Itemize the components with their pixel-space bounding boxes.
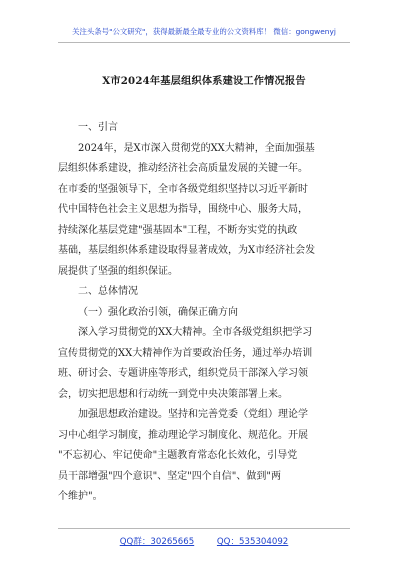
body-line: 加强思想政治建设。坚持和完善党委（党组）理论学 xyxy=(78,409,308,420)
body-line: 宣传贯彻党的XX大精神作为首要政治任务，通过举办培训 xyxy=(58,347,313,359)
header-divider xyxy=(58,42,350,43)
body-line: 层组织体系建设，推动经济社会高质量发展的关键一年。 xyxy=(58,163,308,174)
document-title: X市2024年基层组织体系建设工作情况报告 xyxy=(102,75,306,87)
footer-qq-group[interactable]: QQ群：30265665 xyxy=(119,537,195,547)
body-line: 员干部增强"四个意识"、坚定"四个自信"、做到"两 xyxy=(58,470,281,482)
body-line: 基础，基层组织体系建设取得显著成效，为X市经济社会发 xyxy=(58,245,316,256)
footer-divider xyxy=(58,528,350,529)
subsection-heading: （一）强化政治引领，确保正确方向 xyxy=(78,306,238,318)
body-line: 个维护"。 xyxy=(58,491,103,502)
body-line: 深入学习贯彻党的XX大精神。全市各级党组织把学习 xyxy=(78,327,313,338)
body-line: 在市委的坚强领导下，全市各级党组织坚持以习近平新时 xyxy=(58,183,308,195)
body-line: 展提供了坚强的组织保证。 xyxy=(58,265,178,277)
section-heading-intro: 一、引言 xyxy=(78,122,118,133)
body-line: 持续深化基层党建"强基固本"工程，不断夯实党的执政 xyxy=(58,224,298,236)
body-line: "不忘初心、牢记使命"主题教育常态化长效化，引导党 xyxy=(58,450,298,461)
document-body xyxy=(58,118,350,508)
body-line: 习中心组学习制度，推动理论学习制度化、规范化。开展 xyxy=(58,429,308,441)
footer-qq[interactable]: QQ：535304092 xyxy=(216,537,289,547)
body-line: 代中国特色社会主义思想为指导，围绕中心、服务大局， xyxy=(58,204,308,215)
footer xyxy=(0,535,408,547)
body-line: 2024年，是X市深入贯彻党的XX大精神，全面加强基 xyxy=(78,142,315,154)
header-banner[interactable]: 关注头条号"公文研究"，获得最新最全最专业的公文资料库！ 微信：gongwenyj xyxy=(72,27,336,36)
body-line: 会，切实把思想和行动统一到党中央决策部署上来。 xyxy=(58,388,288,400)
section-heading-overview: 二、总体情况 xyxy=(78,286,138,297)
body-line: 班、研讨会、专题讲座等形式，组织党员干部深入学习领 xyxy=(58,368,308,379)
